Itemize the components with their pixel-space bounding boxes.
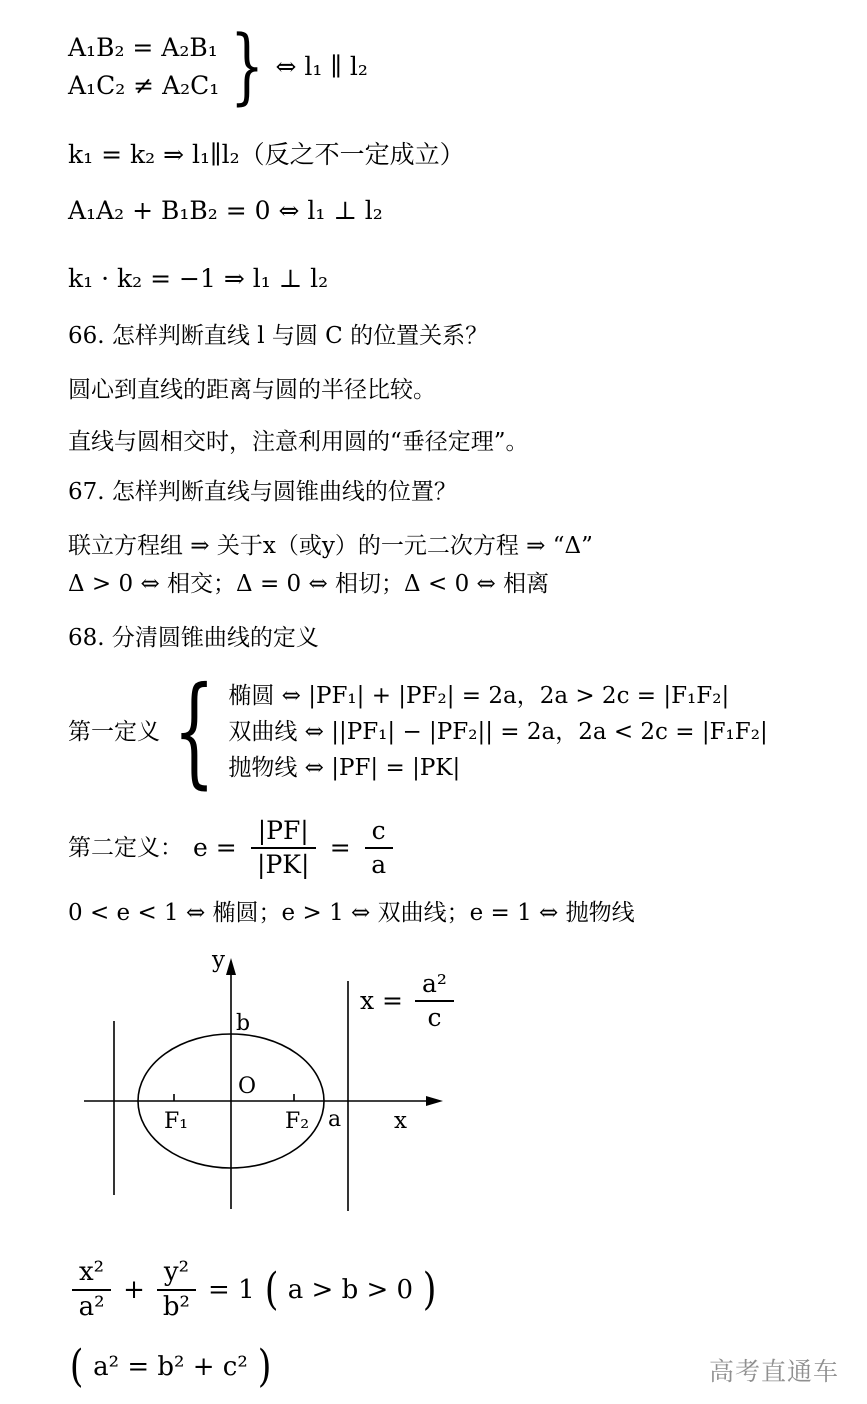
- perpendicular-slope-formula: k₁ · k₂ = −1 ⇒ l₁ ⊥ l₂: [68, 264, 329, 293]
- x-squared-over-a-squared: [72, 1256, 111, 1322]
- perpendicular-coefficient-formula: A₁A₂ + B₁B₂ = 0 ⇔ l₁ ⊥ l₂: [68, 196, 383, 225]
- fraction-numerator-pf: |PF|: [251, 818, 316, 849]
- parallel-system-formula: [68, 19, 831, 114]
- first-definition-lines: [228, 678, 767, 786]
- system-line-2: A₁C₂ ≠ A₂C₁: [68, 71, 220, 100]
- first-definition-label: 第一定义: [68, 719, 160, 745]
- question-67-line-2: Δ > 0 ⇔ 相交；Δ = 0 ⇔ 相切；Δ < 0 ⇔ 相离: [68, 571, 550, 597]
- close-paren: ): [257, 1341, 272, 1393]
- open-paren: (: [264, 1263, 279, 1315]
- pf-over-pk-fraction: [251, 818, 316, 879]
- close-paren: ): [422, 1263, 437, 1315]
- a-squared-over-c-fraction: [415, 968, 454, 1032]
- focus-1-label: F₁: [164, 1108, 189, 1134]
- parallel-result: ⇔ l₁ ∥ l₂: [275, 52, 368, 81]
- fraction-denominator-b2: b²: [162, 1291, 190, 1322]
- fraction-numerator-c: c: [365, 818, 393, 849]
- ellipse-diagram-block: [76, 951, 616, 1233]
- second-definition-block: [68, 818, 831, 879]
- question-66-title: 66. 怎样判断直线 l 与圆 C 的位置关系？: [68, 323, 489, 349]
- fraction-denominator-a: a: [371, 850, 387, 880]
- directrix-equation-prefix: x =: [360, 986, 403, 1016]
- equals-sign: =: [329, 833, 351, 863]
- directrix-equation: [360, 968, 458, 1032]
- equals-one: = 1: [208, 1274, 255, 1305]
- relation-content: a² = b² + c²: [93, 1352, 248, 1383]
- second-definition-label: 第二定义：: [68, 835, 183, 862]
- slope-parallel-formula: k₁ = k₂ ⇒ l₁∥l₂（反之不一定成立）: [68, 140, 465, 169]
- opening-brace: {: [173, 662, 216, 801]
- fraction-numerator-a-squared: a²: [415, 971, 454, 1002]
- c-over-a-fraction: [365, 818, 393, 879]
- ellipse-definition: 椭圆 ⇔ |PF₁| + |PF₂| = 2a，2a > 2c = |F₁F₂|: [228, 683, 730, 709]
- question-66-answer-2: 直线与圆相交时，注意利用圆的“垂径定理”。: [68, 429, 529, 455]
- origin-label: O: [238, 1073, 257, 1099]
- system-line-1: A₁B₂ = A₂B₁: [68, 33, 218, 62]
- x-axis-label: x: [394, 1107, 407, 1134]
- ellipse-diagram: [76, 951, 616, 1229]
- equation-condition: a > b > 0: [287, 1274, 414, 1305]
- y-squared-over-b-squared: [157, 1256, 196, 1322]
- x-axis-arrowhead: [426, 1096, 443, 1106]
- watermark: 高考直通车: [708, 1357, 839, 1386]
- b-vertex-label: b: [236, 1010, 251, 1036]
- question-66-answer-1: 圆心到直线的距离与圆的半径比较。: [68, 377, 436, 403]
- system-lines: [68, 31, 219, 103]
- focus-2-label: F₂: [285, 1108, 310, 1134]
- e-equals: e =: [193, 833, 237, 863]
- ellipse-standard-equation: [68, 1256, 831, 1322]
- question-67-title: 67. 怎样判断直线与圆锥曲线的位置？: [68, 479, 457, 505]
- y-axis-arrowhead: [226, 958, 236, 975]
- hyperbola-definition: 双曲线 ⇔ ||PF₁| − |PF₂|| = 2a，2a < 2c = |F₁F₂|: [228, 719, 768, 745]
- parabola-definition: 抛物线 ⇔ |PF| = |PK|: [228, 755, 461, 781]
- question-68-title: 68. 分清圆锥曲线的定义: [68, 625, 319, 651]
- fraction-denominator-c: c: [427, 1002, 442, 1032]
- plus-sign: +: [123, 1274, 145, 1305]
- open-paren: (: [69, 1341, 84, 1393]
- eccentricity-classification: 0 < e < 1 ⇔ 椭圆；e > 1 ⇔ 双曲线；e = 1 ⇔ 抛物线: [68, 899, 635, 926]
- closing-brace: }: [230, 19, 265, 114]
- fraction-numerator-x2: x²: [72, 1259, 111, 1291]
- a-vertex-label: a: [328, 1106, 342, 1132]
- question-67-line-1: 联立方程组 ⇒ 关于x（或y）的一元二次方程 ⇒ “Δ”: [68, 533, 593, 559]
- y-axis-label: y: [212, 950, 225, 973]
- fraction-denominator-pk: |PK|: [257, 850, 310, 880]
- fraction-numerator-y2: y²: [157, 1259, 196, 1291]
- fraction-denominator-a2: a²: [78, 1291, 105, 1322]
- first-definition-block: [68, 662, 831, 801]
